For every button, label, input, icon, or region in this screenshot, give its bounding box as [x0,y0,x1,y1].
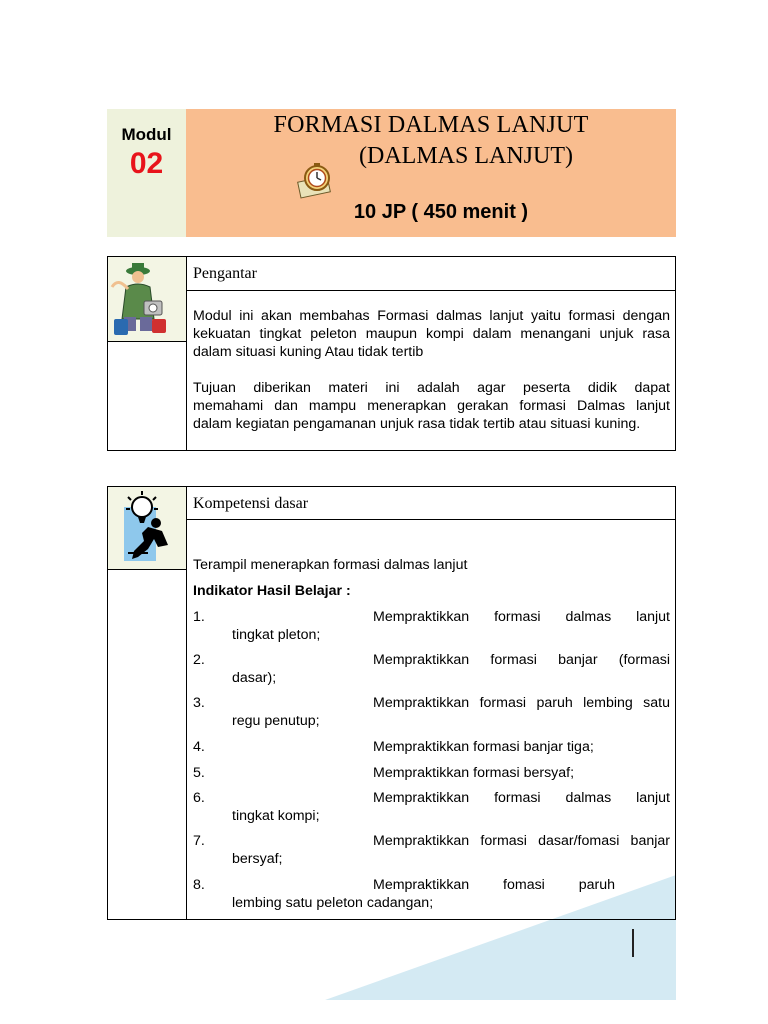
item-number: 2. [193,652,205,668]
indikator-title: Indikator Hasil Belajar : [193,583,351,599]
pengantar-para2-line1: Tujuan diberikan materi ini adalah agar peserta didik dapat [193,380,670,396]
item-text: Mempraktikkan formasi paruh lembing satu [373,695,670,711]
pengantar-image-cell [108,257,186,342]
item-continuation: bersyaf; [232,851,283,867]
item-continuation: regu penutup; [232,713,320,729]
duration-label: 10 JP ( 450 menit ) [353,201,529,223]
modul-label: Modul [121,125,172,144]
item-text: Mempraktikkan fomasi paruh [373,877,615,893]
title-box [186,109,676,237]
item-text: Mempraktikkan formasi banjar tiga; [373,739,594,755]
kompetensi-image-cell [108,487,186,570]
modul-number: 02 [129,147,164,180]
item-continuation: tingkat pleton; [232,627,321,643]
module-header [107,109,676,237]
pengantar-para1-line2: kekuatan tingkat peleton maupun kompi dalam menangani unjuk rasa [193,326,670,342]
item-continuation: lembing satu peleton cadangan; [232,895,434,911]
modul-box [107,109,186,237]
item-number: 5. [193,765,205,781]
pengantar-para1-line3: dalam situasi kuning Atau tidak tertib [193,344,424,360]
traveler-icon [108,257,186,341]
item-number: 7. [193,833,205,849]
kompetensi-section [107,486,676,920]
item-continuation: dasar); [232,670,277,686]
item-text: Mempraktikkan formasi banjar (formasi [373,652,670,668]
pengantar-heading-cell [187,257,675,291]
item-text: Mempraktikkan formasi dasar/fomasi banjar [373,833,670,849]
pengantar-para2-line3: dalam kegiatan pengamanan unjuk rasa tidak tertib atau situasi kuning. [193,416,641,432]
item-continuation: tingkat kompi; [232,808,320,824]
pengantar-para2-line2: memahami dan mampu menerapkan gerakan formasi Dalmas lanjut [193,398,670,414]
pengantar-para1-line1: Modul ini akan membahas Formasi dalmas lanjut yaitu formasi dengan [193,308,670,324]
item-text: Mempraktikkan formasi dalmas lanjut [373,790,670,806]
pengantar-section [107,256,676,451]
idea-climber-icon [108,487,186,569]
item-text: Mempraktikkan formasi dalmas lanjut [373,609,670,625]
item-number: 8. [193,877,205,893]
pengantar-heading: Pengantar [193,265,257,282]
item-text: Mempraktikkan formasi bersyaf; [373,765,575,781]
kompetensi-heading-cell [187,487,675,520]
item-number: 1. [193,609,205,625]
text-cursor [632,929,634,957]
module-title: FORMASI DALMAS LANJUT [273,112,589,138]
kompetensi-heading: Kompetensi dasar [193,495,309,512]
kompetensi-intro: Terampil menerapkan formasi dalmas lanjut [193,557,468,573]
module-subtitle: (DALMAS LANJUT) [359,143,573,169]
item-number: 6. [193,790,205,806]
item-number: 3. [193,695,205,711]
item-number: 4. [193,739,205,755]
stopwatch-icon [296,159,336,199]
